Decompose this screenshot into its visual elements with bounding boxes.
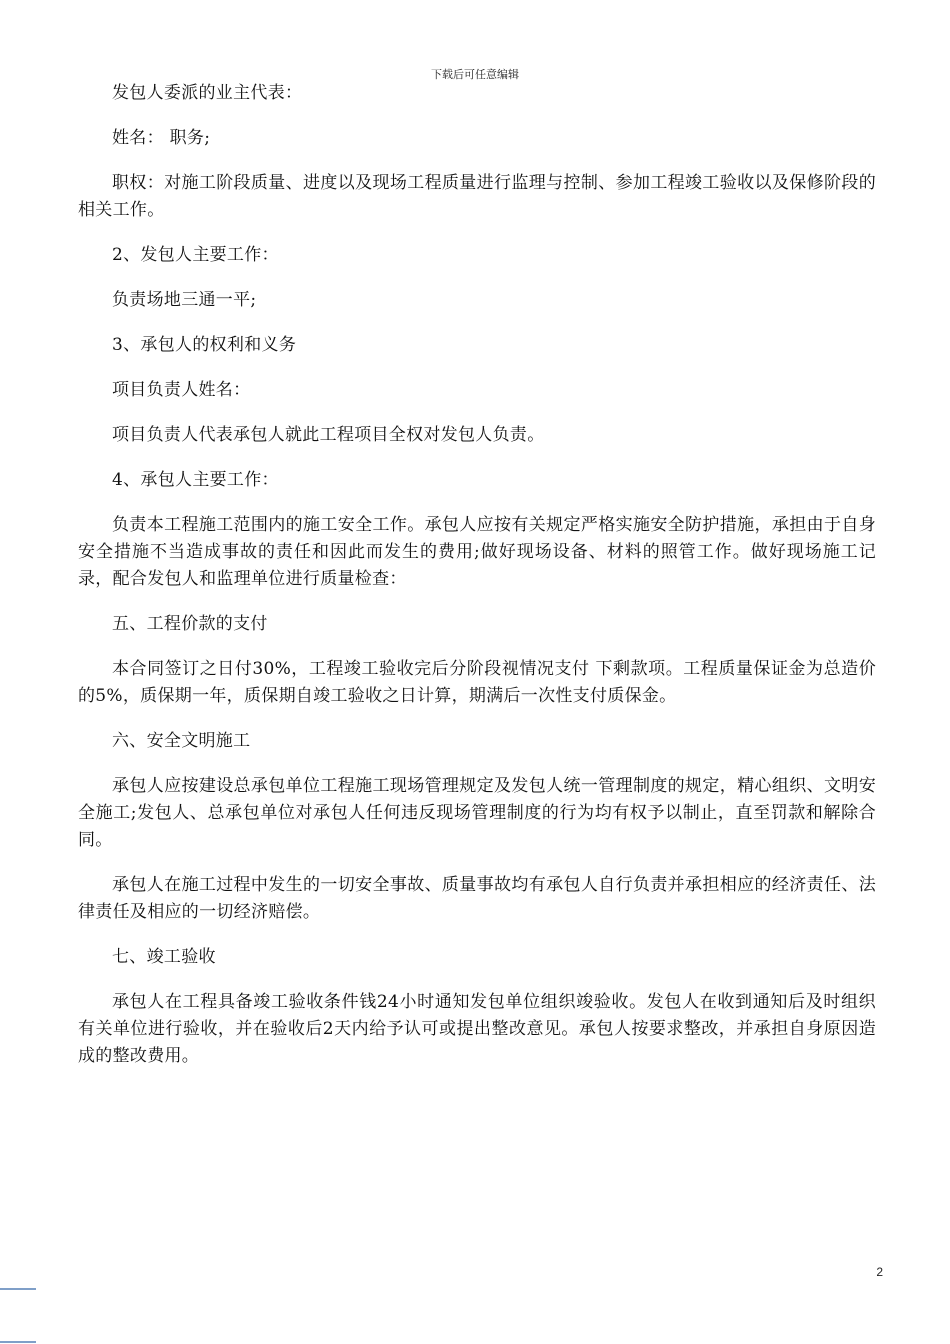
paragraph: 项目负责人代表承包人就此工程项目全权对发包人负责。 bbox=[112, 425, 545, 445]
paragraph: 职权：对施工阶段质量、进度以及现场工程质量进行监理与控制、参加工程竣工验收以及保修阶段的相关工作。 bbox=[78, 173, 876, 220]
paragraph: 承包人在工程具备竣工验收条件钱24小时通知发包单位组织竣验收。发包人在收到通知后及时组织有关单位进行验收，并在验收后2天内给予认可或提出整改意见。承包人按要求整改，并承担自身原因造成的整改费用。 bbox=[78, 992, 876, 1066]
margin-marker bbox=[0, 1288, 36, 1290]
paragraph: 项目负责人姓名： bbox=[112, 380, 251, 400]
page-number: 2 bbox=[876, 1265, 883, 1279]
paragraph: 本合同签订之日付30%，工程竣工验收完后分阶段视情况支付 下剩款项。工程质量保证金为总造价的5%，质保期一年，质保期自竣工验收之日计算，期满后一次性支付质保金。 bbox=[78, 659, 876, 706]
section-heading: 七、竣工验收 bbox=[112, 947, 216, 967]
section-heading: 六、安全文明施工 bbox=[112, 731, 251, 751]
section-heading: 2、发包人主要工作： bbox=[112, 245, 279, 265]
paragraph: 姓名： 职务; bbox=[112, 128, 211, 148]
paragraph: 承包人应按建设总承包单位工程施工现场管理规定及发包人统一管理制度的规定，精心组织、文明安全施工;发包人、总承包单位对承包人任何违反现场管理制度的行为均有权予以制止，直至罚款和解除合同。 bbox=[78, 776, 876, 850]
section-heading: 3、承包人的权利和义务 bbox=[112, 335, 297, 355]
paragraph: 发包人委派的业主代表： bbox=[112, 83, 303, 103]
margin-marker bbox=[0, 1341, 36, 1343]
section-heading: 4、承包人主要工作： bbox=[112, 470, 279, 490]
paragraph: 负责场地三通一平; bbox=[112, 290, 257, 310]
section-heading: 五、工程价款的支付 bbox=[112, 614, 268, 634]
paragraph: 承包人在施工过程中发生的一切安全事故、质量事故均有承包人自行负责并承担相应的经济责任、法律责任及相应的一切经济赔偿。 bbox=[78, 875, 876, 922]
document-body bbox=[78, 80, 876, 1088]
header-note: 下载后可任意编辑 bbox=[431, 68, 519, 81]
paragraph: 负责本工程施工范围内的施工安全工作。承包人应按有关规定严格实施安全防护措施，承担由于自身安全措施不当造成事故的责任和因此而发生的费用;做好现场设备、材料的照管工作。做好现场施工记录，配合发包人和监理单位进行质量检查： bbox=[78, 515, 876, 589]
